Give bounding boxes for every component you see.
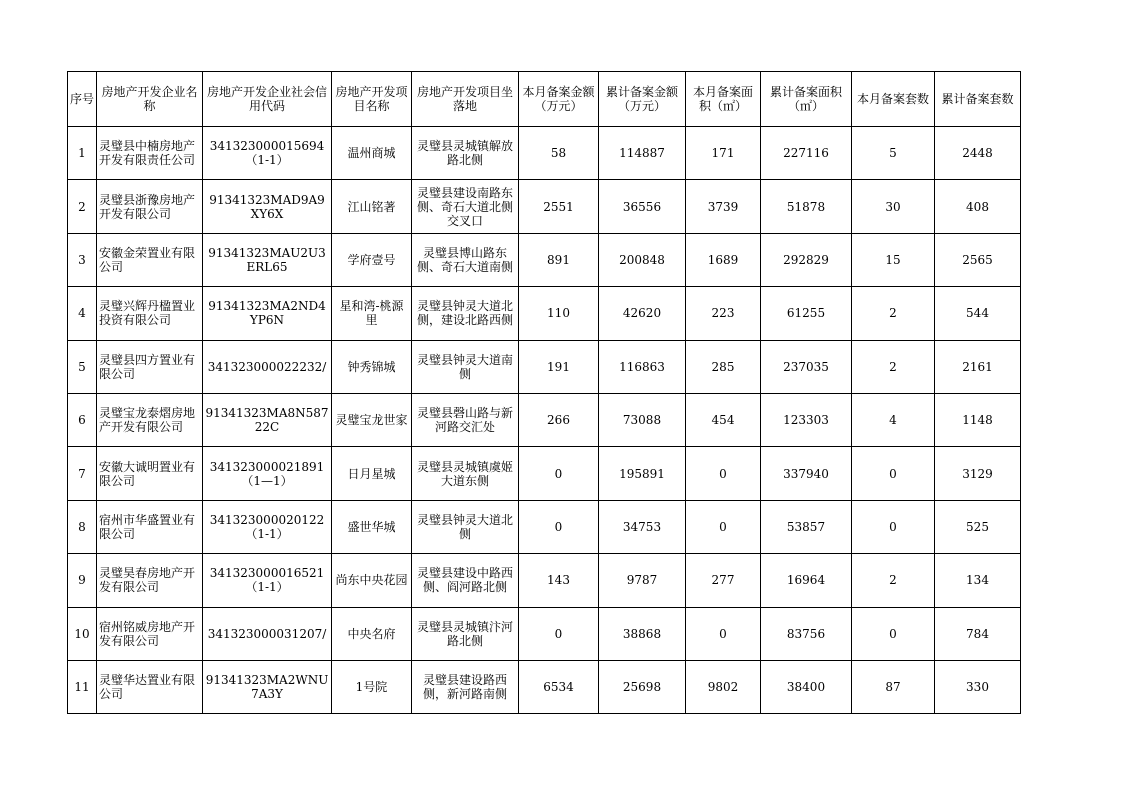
header-cell: 房地产开发企业社会信用代码 (203, 72, 332, 127)
total-amount-cell: 116863 (599, 340, 686, 393)
company-name-cell: 灵璧昊春房地产开发有限公司 (97, 554, 203, 607)
total-units-cell: 134 (935, 554, 1021, 607)
header-cell: 累计备案套数 (935, 72, 1021, 127)
row-number: 6 (68, 393, 97, 446)
project-name-cell: 中央名府 (332, 607, 412, 660)
total-units-cell: 3129 (935, 447, 1021, 500)
table-row (68, 554, 1021, 607)
credit-code-cell: 341323000021891（1—1） (203, 447, 332, 500)
real-estate-filing-table (67, 71, 1021, 714)
total-amount-cell: 114887 (599, 127, 686, 180)
total-area-cell: 16964 (761, 554, 852, 607)
credit-code-cell: 341323000020122（1-1） (203, 500, 332, 553)
total-units-cell: 2565 (935, 233, 1021, 286)
total-units-cell: 1148 (935, 393, 1021, 446)
project-name-cell: 温州商城 (332, 127, 412, 180)
month-units-cell: 5 (852, 127, 935, 180)
total-amount-cell: 38868 (599, 607, 686, 660)
month-area-cell: 9802 (686, 660, 761, 713)
month-area-cell: 3739 (686, 180, 761, 233)
project-location-cell: 灵璧县灵城镇虞姬大道东侧 (412, 447, 519, 500)
row-number: 3 (68, 233, 97, 286)
row-number: 5 (68, 340, 97, 393)
table-header-row (68, 72, 1021, 127)
month-amount-cell: 0 (519, 500, 599, 553)
row-number: 10 (68, 607, 97, 660)
header-cell: 本月备案金额（万元） (519, 72, 599, 127)
month-area-cell: 0 (686, 447, 761, 500)
month-area-cell: 0 (686, 500, 761, 553)
total-units-cell: 330 (935, 660, 1021, 713)
company-name-cell: 灵璧县中楠房地产开发有限责任公司 (97, 127, 203, 180)
month-units-cell: 0 (852, 607, 935, 660)
total-units-cell: 544 (935, 287, 1021, 340)
project-name-cell: 尚东中央花园 (332, 554, 412, 607)
project-location-cell: 灵璧县博山路东侧、奇石大道南侧 (412, 233, 519, 286)
project-location-cell: 灵璧县建设南路东侧、奇石大道北侧交叉口 (412, 180, 519, 233)
total-amount-cell: 25698 (599, 660, 686, 713)
project-name-cell: 学府壹号 (332, 233, 412, 286)
credit-code-cell: 91341323MAU2U3ERL65 (203, 233, 332, 286)
project-name-cell: 星和湾-桃源里 (332, 287, 412, 340)
total-amount-cell: 34753 (599, 500, 686, 553)
table-row (68, 660, 1021, 713)
credit-code-cell: 91341323MA8N58722C (203, 393, 332, 446)
company-name-cell: 安徽大诚明置业有限公司 (97, 447, 203, 500)
company-name-cell: 宿州铭威房地产开发有限公司 (97, 607, 203, 660)
row-number: 9 (68, 554, 97, 607)
month-units-cell: 0 (852, 500, 935, 553)
project-name-cell: 1号院 (332, 660, 412, 713)
project-name-cell: 江山铭著 (332, 180, 412, 233)
company-name-cell: 灵璧县浙豫房地产开发有限公司 (97, 180, 203, 233)
table-row (68, 127, 1021, 180)
total-amount-cell: 9787 (599, 554, 686, 607)
table-row (68, 500, 1021, 553)
month-area-cell: 277 (686, 554, 761, 607)
table-row (68, 393, 1021, 446)
month-units-cell: 15 (852, 233, 935, 286)
total-area-cell: 237035 (761, 340, 852, 393)
credit-code-cell: 341323000015694（1-1） (203, 127, 332, 180)
month-amount-cell: 191 (519, 340, 599, 393)
project-location-cell: 灵璧县钟灵大道南侧 (412, 340, 519, 393)
month-area-cell: 223 (686, 287, 761, 340)
total-amount-cell: 200848 (599, 233, 686, 286)
month-amount-cell: 0 (519, 607, 599, 660)
total-area-cell: 292829 (761, 233, 852, 286)
project-location-cell: 灵璧县钟灵大道北侧，建设北路西侧 (412, 287, 519, 340)
month-units-cell: 0 (852, 447, 935, 500)
credit-code-cell: 341323000031207/ (203, 607, 332, 660)
month-amount-cell: 266 (519, 393, 599, 446)
project-location-cell: 灵璧县灵城镇解放路北侧 (412, 127, 519, 180)
credit-code-cell: 91341323MA2ND4YP6N (203, 287, 332, 340)
table-row (68, 233, 1021, 286)
total-units-cell: 2161 (935, 340, 1021, 393)
total-amount-cell: 42620 (599, 287, 686, 340)
row-number: 1 (68, 127, 97, 180)
credit-code-cell: 91341323MAD9A9XY6X (203, 180, 332, 233)
month-area-cell: 0 (686, 607, 761, 660)
total-amount-cell: 195891 (599, 447, 686, 500)
total-area-cell: 123303 (761, 393, 852, 446)
total-area-cell: 53857 (761, 500, 852, 553)
table-row (68, 340, 1021, 393)
row-number: 8 (68, 500, 97, 553)
row-number: 11 (68, 660, 97, 713)
month-units-cell: 2 (852, 340, 935, 393)
credit-code-cell: 341323000022232/ (203, 340, 332, 393)
header-cell: 累计备案面积（㎡） (761, 72, 852, 127)
month-amount-cell: 2551 (519, 180, 599, 233)
company-name-cell: 灵璧兴辉丹楹置业投资有限公司 (97, 287, 203, 340)
credit-code-cell: 91341323MA2WNU7A3Y (203, 660, 332, 713)
total-area-cell: 227116 (761, 127, 852, 180)
project-location-cell: 灵璧县建设路西侧，新河路南侧 (412, 660, 519, 713)
project-name-cell: 钟秀锦城 (332, 340, 412, 393)
project-name-cell: 盛世华城 (332, 500, 412, 553)
header-cell: 累计备案金额（万元） (599, 72, 686, 127)
row-number: 2 (68, 180, 97, 233)
row-number: 4 (68, 287, 97, 340)
month-area-cell: 285 (686, 340, 761, 393)
company-name-cell: 宿州市华盛置业有限公司 (97, 500, 203, 553)
month-units-cell: 4 (852, 393, 935, 446)
project-location-cell: 灵璧县建设中路西侧、阎河路北侧 (412, 554, 519, 607)
header-cell: 序号 (68, 72, 97, 127)
total-units-cell: 784 (935, 607, 1021, 660)
month-units-cell: 2 (852, 554, 935, 607)
header-cell: 房地产开发项目坐落地 (412, 72, 519, 127)
month-amount-cell: 0 (519, 447, 599, 500)
total-area-cell: 51878 (761, 180, 852, 233)
table-row (68, 607, 1021, 660)
month-area-cell: 171 (686, 127, 761, 180)
total-area-cell: 61255 (761, 287, 852, 340)
project-name-cell: 日月星城 (332, 447, 412, 500)
company-name-cell: 灵璧县四方置业有限公司 (97, 340, 203, 393)
project-location-cell: 灵璧县钟灵大道北侧 (412, 500, 519, 553)
row-number: 7 (68, 447, 97, 500)
month-amount-cell: 891 (519, 233, 599, 286)
total-units-cell: 525 (935, 500, 1021, 553)
header-cell: 房地产开发企业名称 (97, 72, 203, 127)
total-area-cell: 337940 (761, 447, 852, 500)
total-amount-cell: 73088 (599, 393, 686, 446)
project-location-cell: 灵璧县磬山路与新河路交汇处 (412, 393, 519, 446)
company-name-cell: 灵璧华达置业有限公司 (97, 660, 203, 713)
month-amount-cell: 58 (519, 127, 599, 180)
company-name-cell: 安徽金荣置业有限公司 (97, 233, 203, 286)
month-amount-cell: 143 (519, 554, 599, 607)
credit-code-cell: 341323000016521（1-1） (203, 554, 332, 607)
header-cell: 本月备案面积（㎡） (686, 72, 761, 127)
month-units-cell: 30 (852, 180, 935, 233)
header-cell: 本月备案套数 (852, 72, 935, 127)
total-units-cell: 408 (935, 180, 1021, 233)
month-amount-cell: 110 (519, 287, 599, 340)
month-amount-cell: 6534 (519, 660, 599, 713)
header-cell: 房地产开发项目名称 (332, 72, 412, 127)
total-area-cell: 83756 (761, 607, 852, 660)
table-row (68, 287, 1021, 340)
table-row (68, 180, 1021, 233)
total-area-cell: 38400 (761, 660, 852, 713)
total-amount-cell: 36556 (599, 180, 686, 233)
month-area-cell: 454 (686, 393, 761, 446)
project-location-cell: 灵璧县灵城镇汴河路北侧 (412, 607, 519, 660)
project-name-cell: 灵璧宝龙世家 (332, 393, 412, 446)
month-units-cell: 2 (852, 287, 935, 340)
month-units-cell: 87 (852, 660, 935, 713)
month-area-cell: 1689 (686, 233, 761, 286)
table-row (68, 447, 1021, 500)
total-units-cell: 2448 (935, 127, 1021, 180)
company-name-cell: 灵璧宝龙泰熠房地产开发有限公司 (97, 393, 203, 446)
